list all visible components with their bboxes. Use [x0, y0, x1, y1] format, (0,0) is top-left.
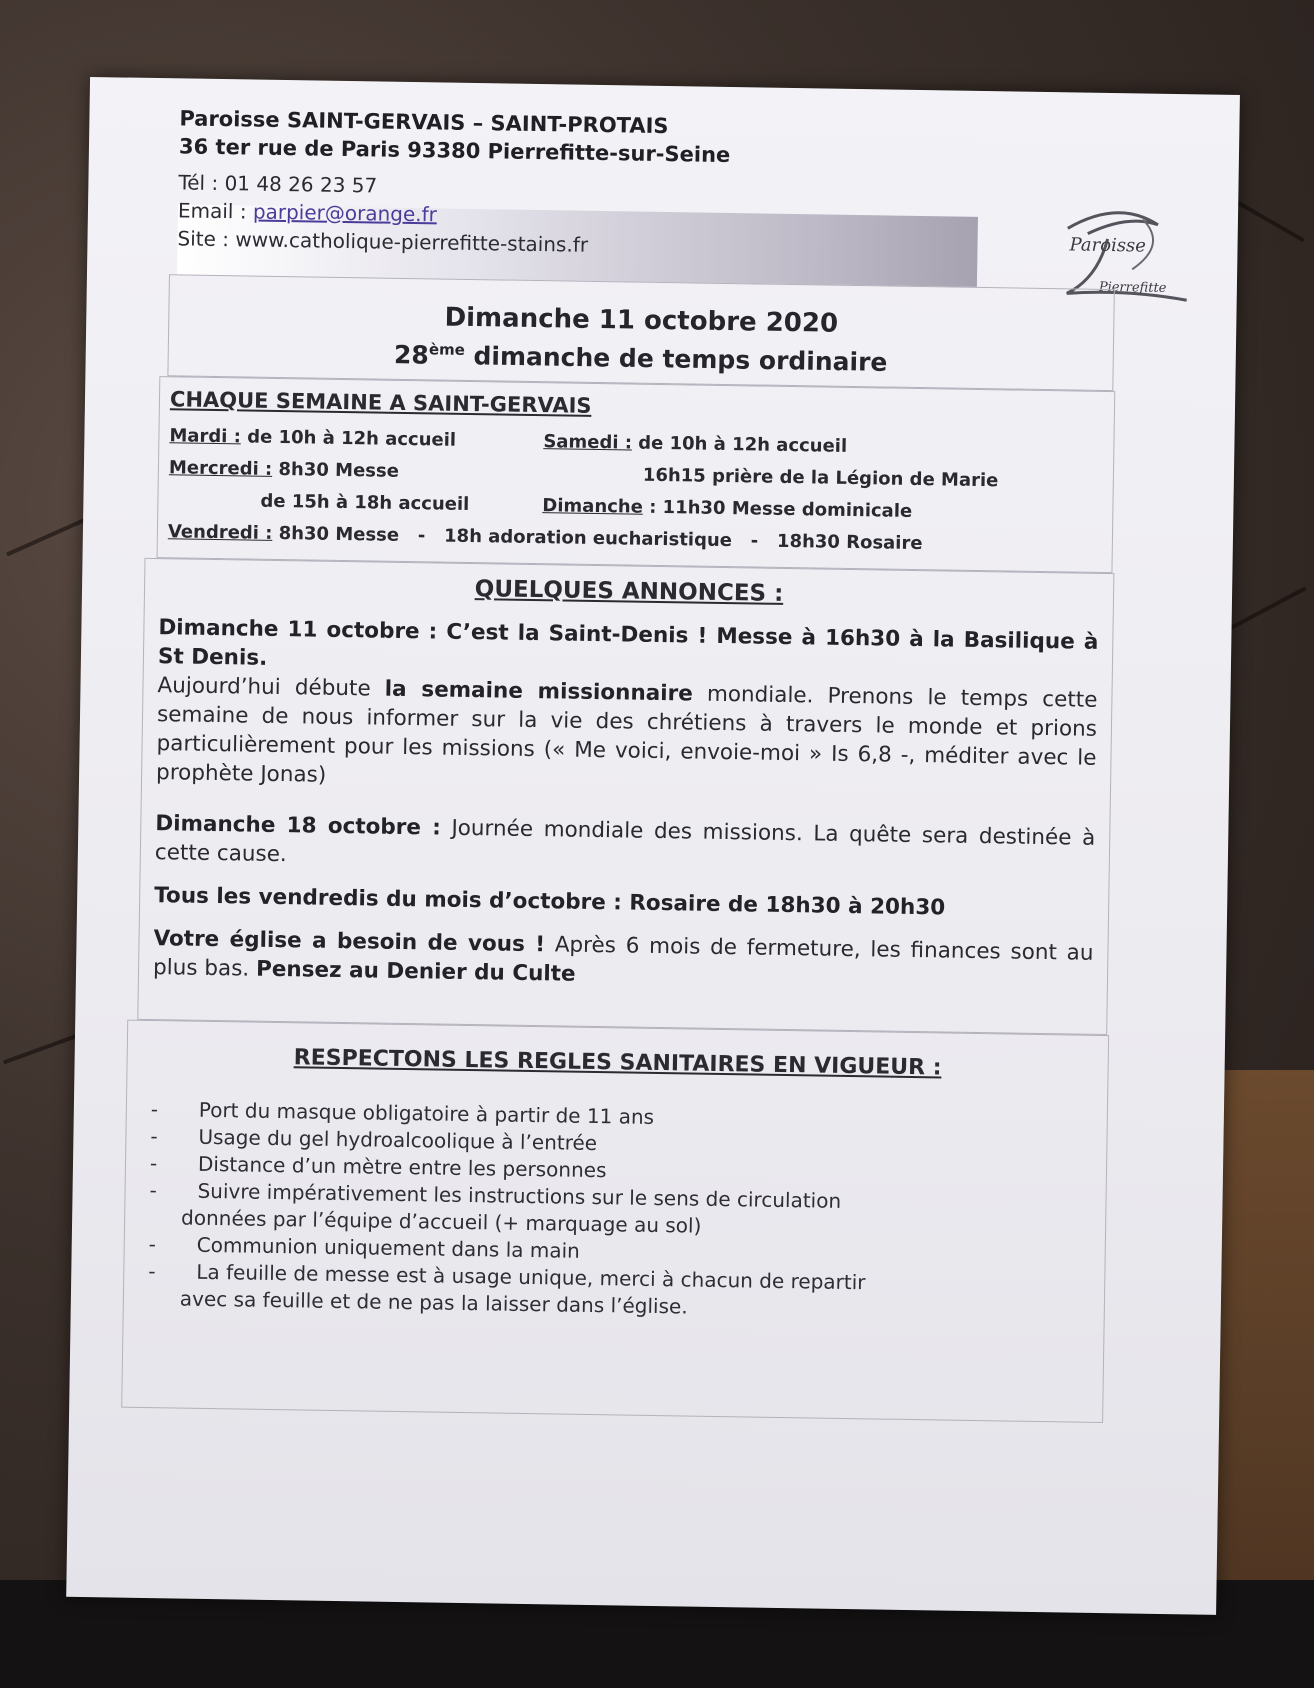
day-dimanche: Dimanche — [542, 495, 644, 518]
parish-address: 36 ter rue de Paris 93380 Pierrefitte-sur-Seine — [178, 134, 731, 168]
bullet-dash: - — [148, 1259, 156, 1284]
bullet-dash: - — [148, 1232, 157, 1257]
bullet-dash: - — [149, 1151, 158, 1176]
schedule-dimanche — [542, 495, 912, 522]
rule-text: Distance d’un mètre entre les personnes — [197, 1151, 607, 1183]
bullet-dash: - — [150, 1124, 158, 1149]
church-needs-text: Après 6 mois de fermeture, les finances sont au plus bas. — [152, 932, 1094, 982]
rule-text: Port du masque obligatoire à partir de 11 ans — [198, 1097, 655, 1129]
title-box — [167, 274, 1114, 391]
list-item-continuation: avec sa feuille et de ne pas la laisser dans l’église. — [179, 1286, 688, 1319]
bullet-dash: - — [149, 1178, 158, 1203]
day-mardi: Mardi : — [169, 425, 242, 448]
samedi-times: de 10h à 12h accueil — [631, 432, 848, 457]
mardi-times: de 10h à 12h accueil — [240, 426, 457, 451]
logo-text-top: Paroisse — [1069, 234, 1147, 257]
rule-text: Usage du gel hydroalcoolique à l’entrée — [198, 1124, 598, 1156]
email-link[interactable]: parpier@orange.fr — [252, 199, 438, 227]
parish-website: Site : www.catholique-pierrefitte-stains.fr — [177, 226, 589, 257]
day-samedi: Samedi : — [543, 431, 633, 454]
missionary-text-start: Aujourd’hui débute — [157, 673, 385, 702]
vendredi-times: 8h30 Messe - 18h adoration eucharistique - 18h30 Rosaire — [272, 522, 923, 555]
missionary-text-end: mondiale. Prenons le temps cette semaine de nous informer sur la vie des chrétiens à travers le monde et prions particulièrement pour les missions (« Me voici, envoie-moi » Is 6,8 -, méditer avec le prophète Jonas) — [155, 681, 1098, 788]
announcement-world-mission-day — [155, 809, 1096, 882]
weekly-schedule-box — [157, 376, 1116, 573]
email-label: Email : — [177, 198, 254, 224]
parish-header — [177, 104, 1167, 296]
schedule-samedi-2: 16h15 prière de la Légion de Marie — [642, 464, 999, 492]
world-mission-day-text: Journée mondiale des missions. La quête sera destinée à cette cause. — [154, 815, 1096, 868]
announcements-heading: QUELQUES ANNONCES : — [474, 576, 784, 607]
schedule-mardi — [169, 425, 456, 450]
sanitary-heading: RESPECTONS LES REGLES SANITAIRES EN VIGUEUR : — [293, 1045, 942, 1081]
schedule-samedi — [543, 431, 847, 457]
announcements-box — [137, 558, 1114, 1035]
rule-text: Communion uniquement dans la main — [196, 1232, 581, 1263]
bullet-dash: - — [150, 1097, 159, 1122]
sanitary-rules-list — [144, 1096, 1087, 1327]
parish-phone: Tél : 01 48 26 23 57 — [178, 170, 378, 198]
page-title: Dimanche 11 octobre 2020 — [444, 302, 839, 339]
church-needs-title: Votre église a besoin de vous ! — [153, 926, 546, 958]
mercredi-times: 8h30 Messe — [272, 458, 400, 482]
dimanche-times: : 11h30 Messe dominicale — [642, 496, 913, 522]
announcement-saint-denis-title: Dimanche 11 octobre : C’est la Saint-Denis ! Messe à 16h30 à la Basilique à St Denis. — [157, 615, 1099, 671]
schedule-mercredi-2: de 15h à 18h accueil — [260, 490, 470, 515]
world-mission-day-title: Dimanche 18 octobre : — [155, 811, 442, 841]
announcement-church-needs — [153, 924, 1094, 997]
list-item-continuation: données par l’équipe d’accueil (+ marquage au sol) — [180, 1205, 702, 1238]
sunday-subtitle-text: dimanche de temps ordinaire — [464, 341, 888, 377]
weekly-heading: CHAQUE SEMAINE A SAINT-GERVAIS — [169, 387, 592, 418]
missionary-text-bold: la semaine missionnaire — [384, 676, 694, 707]
sanitary-rules-box — [121, 1020, 1109, 1423]
rule-text: La feuille de messe est à usage unique, merci à chacun de repartir — [196, 1259, 866, 1295]
parish-name: Paroisse SAINT-GERVAIS – SAINT-PROTAIS — [179, 106, 669, 139]
rosary-text: Tous les vendredis du mois d’octobre : Rosaire de 18h30 à 20h30 — [154, 883, 946, 921]
rule-text: Suivre impérativement les instructions sur le sens de circulation — [197, 1178, 842, 1213]
schedule-mercredi — [169, 457, 399, 482]
announcement-rosary — [154, 881, 1094, 925]
sunday-ordinal-suffix: ème — [428, 340, 466, 359]
day-mercredi: Mercredi : — [168, 457, 273, 480]
schedule-vendredi — [168, 521, 923, 554]
announcement-missionary-week — [156, 671, 1098, 802]
sunday-ordinal: 28 — [393, 340, 430, 370]
day-vendredi: Vendredi : — [167, 521, 273, 544]
denier-du-culte: Pensez au Denier du Culte — [255, 956, 576, 987]
logo-text-bottom: Pierrefitte — [1098, 279, 1167, 296]
parish-leaflet — [66, 77, 1240, 1615]
